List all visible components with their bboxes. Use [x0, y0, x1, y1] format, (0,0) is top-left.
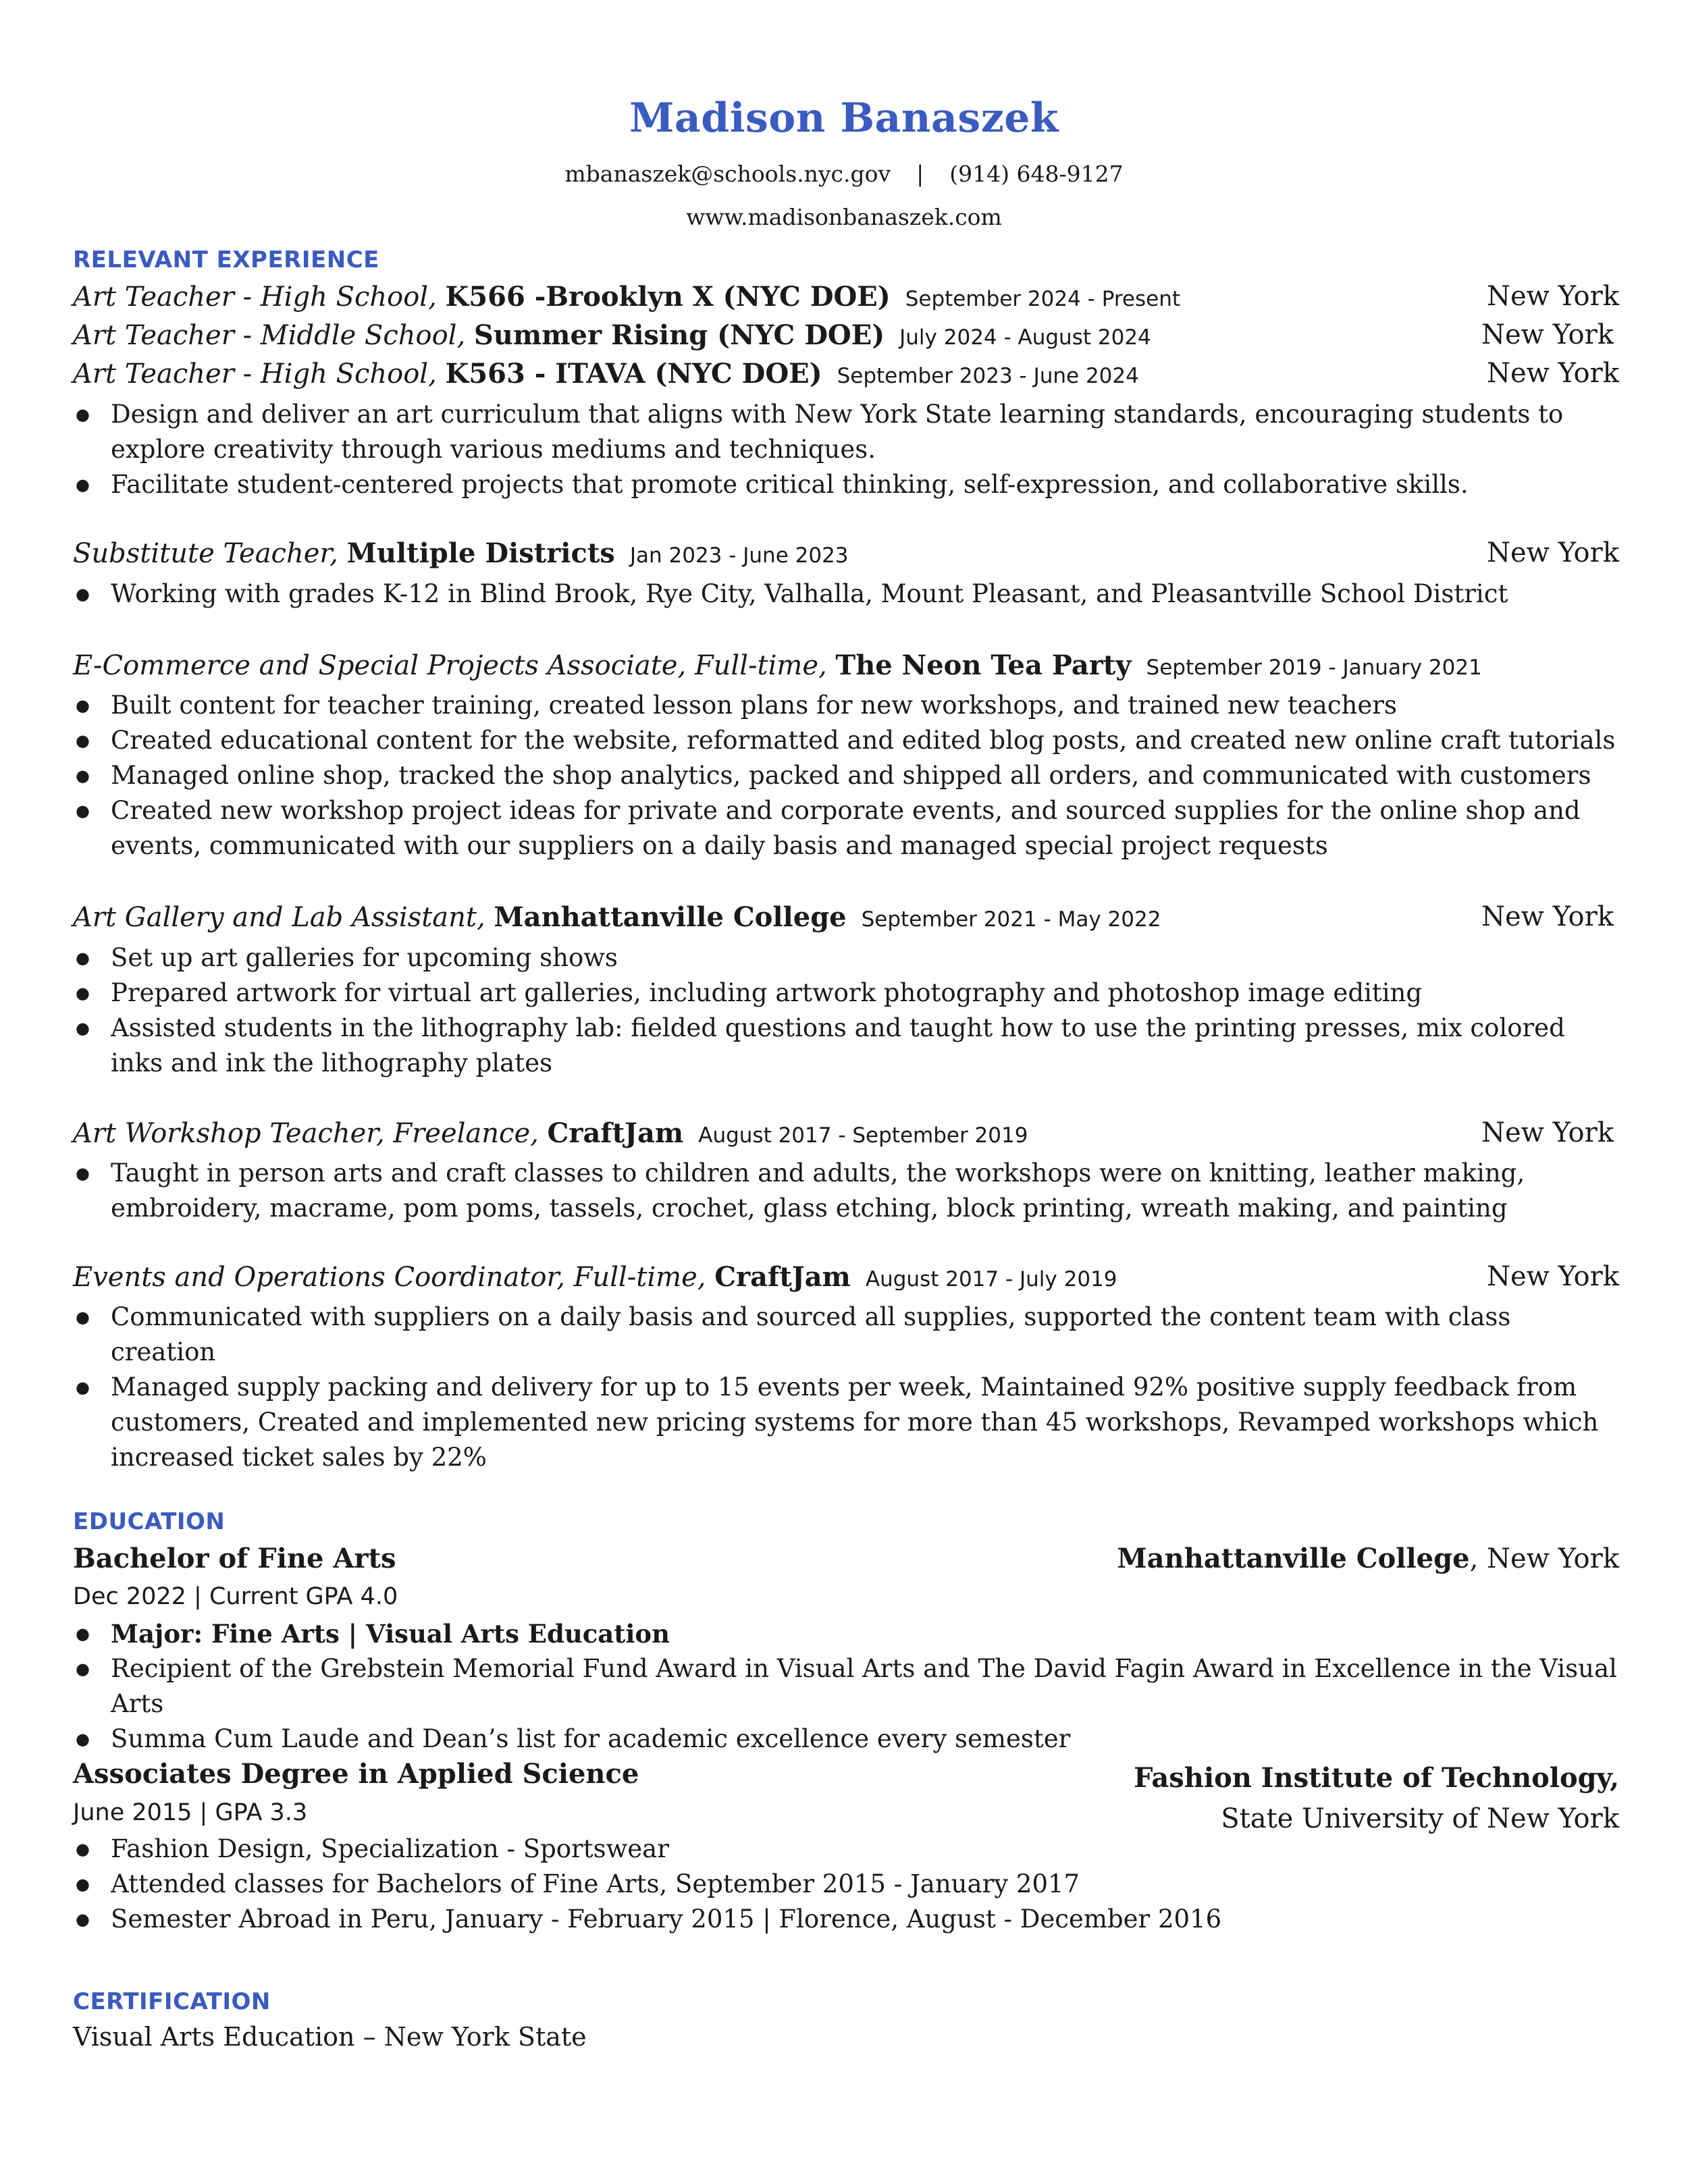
list-item: ● Facilitate student-centered projects that promote critical thinking, self-expression, and collaborative skills.: [73, 467, 1619, 502]
job-dates: September 2023 - June 2024: [837, 364, 1139, 388]
phone-number: (914) 648-9127: [949, 161, 1124, 187]
website-link[interactable]: www.madisonbanaszek.com: [686, 204, 1002, 230]
job-header: [73, 649, 1619, 685]
list-item: ● Fashion Design, Specialization - Sportswear: [73, 1832, 1619, 1867]
list-item: ● Design and deliver an art curriculum that aligns with New York State learning standards, encouraging students to explore creativity through various mediums and techniques.: [73, 397, 1619, 467]
job-location: New York: [1481, 319, 1614, 350]
job-title: Substitute Teacher,: [73, 538, 338, 569]
school-name: [1117, 1543, 1619, 1574]
job-location: New York: [1487, 1261, 1619, 1292]
job-header: [73, 319, 1619, 354]
list-item: ● Prepared artwork for virtual art galleries, including artwork photography and photoshop image editing: [73, 976, 1619, 1011]
bullet-list: [73, 940, 1619, 1081]
list-item: ● Created new workshop project ideas for private and corporate events, and sourced supplies for the online shop and events, communicated with our suppliers on a daily basis and managed special project requests: [73, 793, 1619, 863]
job-location: New York: [1487, 358, 1619, 389]
bullet-list: [73, 1300, 1619, 1475]
job-org: The Neon Tea Party: [835, 649, 1132, 681]
section-heading-certification: CERTIFICATION: [73, 1988, 271, 2015]
job-location: New York: [1481, 1117, 1614, 1148]
list-item: ● Built content for teacher training, created lesson plans for new workshops, and trained new teachers: [73, 688, 1619, 723]
section-heading-experience: RELEVANT EXPERIENCE: [73, 246, 379, 273]
bullet-list: [73, 1156, 1619, 1226]
section-heading-education: EDUCATION: [73, 1508, 226, 1535]
list-item: ● Attended classes for Bachelors of Fine Arts, September 2015 - January 2017: [73, 1867, 1619, 1902]
job-location: New York: [1487, 537, 1619, 568]
list-item: ● Set up art galleries for upcoming shows: [73, 940, 1619, 976]
job-header: [73, 901, 1619, 936]
list-item: ● Summa Cum Laude and Dean’s list for academic excellence every semester: [73, 1722, 1619, 1757]
list-item: ● Managed supply packing and delivery for up to 15 events per week, Maintained 92% positive supply feedback from customers, Created and implemented new pricing systems for more than 45 workshops, Revamped workshops which increased ticket sales by 22%: [73, 1370, 1619, 1475]
job-dates: July 2024 - August 2024: [899, 325, 1151, 350]
job-header: [73, 1261, 1619, 1296]
list-item: ● Communicated with suppliers on a daily basis and sourced all supplies, supported the content team with class creation: [73, 1300, 1619, 1370]
degree-meta: Dec 2022 | Current GPA 4.0: [73, 1583, 398, 1610]
job-title: Art Teacher - High School,: [73, 358, 437, 390]
contact-separator: |: [916, 161, 924, 187]
job-location: New York: [1487, 281, 1619, 312]
degree-title: Associates Degree in Applied Science: [73, 1758, 639, 1790]
list-item: ● Working with grades K-12 in Blind Brook, Rye City, Valhalla, Mount Pleasant, and Pleasantville School District: [73, 577, 1619, 612]
job-header: [73, 537, 1619, 572]
school-name-bold: Manhattanville College: [1117, 1543, 1470, 1574]
job-org: K566 -Brooklyn X (NYC DOE): [445, 281, 891, 313]
school-name-comma: ,: [1610, 1762, 1619, 1794]
job-dates: September 2019 - January 2021: [1146, 656, 1482, 680]
job-title: Events and Operations Coordinator, Full-time,: [73, 1262, 706, 1293]
contact-line: [0, 161, 1688, 187]
job-title: Art Teacher - High School,: [73, 282, 437, 313]
job-header: [73, 1117, 1619, 1152]
list-item: ● Assisted students in the lithography lab: fielded questions and taught how to use the printing presses, mix colored inks and ink the lithography plates: [73, 1011, 1619, 1081]
job-header: [73, 281, 1619, 316]
job-org: Multiple Districts: [346, 537, 615, 569]
school-location: , New York: [1469, 1543, 1619, 1574]
list-item: ● Managed online shop, tracked the shop analytics, packed and shipped all orders, and communicated with customers: [73, 758, 1619, 793]
candidate-name: Madison Banaszek: [629, 95, 1059, 142]
bullet-list: [73, 688, 1619, 863]
job-org: Summer Rising (NYC DOE): [473, 319, 885, 351]
job-dates: August 2017 - September 2019: [698, 1123, 1028, 1148]
email-link[interactable]: mbanaszek@schools.nyc.gov: [564, 161, 891, 187]
job-title: Art Teacher - Middle School,: [73, 320, 466, 351]
list-item: ● Taught in person arts and craft classes to children and adults, the workshops were on knitting, leather making, embroidery, macrame, pom poms, tassels, crochet, glass etching, block printing, wreath making, and painting: [73, 1156, 1619, 1226]
job-org: CraftJam: [547, 1117, 684, 1149]
job-org: CraftJam: [714, 1261, 851, 1293]
degree-meta: June 2015 | GPA 3.3: [73, 1799, 308, 1826]
bullet-list: [73, 1832, 1619, 1937]
school-affiliation: State University of New York: [1221, 1803, 1619, 1834]
job-title: Art Workshop Teacher, Freelance,: [73, 1118, 539, 1149]
bullet-list: [73, 577, 1619, 612]
list-item: ● Semester Abroad in Peru, January - February 2015 | Florence, August - December 2016: [73, 1902, 1619, 1937]
job-header: [73, 358, 1619, 393]
job-org: Manhattanville College: [494, 901, 847, 933]
job-location: New York: [1481, 901, 1614, 932]
job-title: E-Commerce and Special Projects Associate, Full-time,: [73, 650, 827, 681]
certification-text: Visual Arts Education – New York State: [73, 2022, 587, 2052]
job-dates: September 2021 - May 2022: [861, 907, 1161, 932]
list-item: ● Major: Fine Arts | Visual Arts Education: [73, 1616, 1619, 1651]
job-dates: September 2024 - Present: [905, 287, 1181, 311]
bullet-list: [73, 1616, 1619, 1757]
degree-title: Bachelor of Fine Arts: [73, 1543, 396, 1574]
job-dates: Jan 2023 - June 2023: [629, 543, 849, 568]
job-org: K563 - ITAVA (NYC DOE): [445, 358, 822, 390]
list-item: ● Created educational content for the website, reformatted and edited blog posts, and created new online craft tutorials: [73, 723, 1619, 758]
bullet-list: [73, 397, 1619, 502]
job-title: Art Gallery and Lab Assistant,: [73, 902, 485, 933]
list-item: ● Recipient of the Grebstein Memorial Fund Award in Visual Arts and The David Fagin Award in Excellence in the Visual Arts: [73, 1651, 1619, 1722]
job-dates: August 2017 - July 2019: [865, 1267, 1117, 1291]
school-name-bold: Fashion Institute of Technology: [1134, 1762, 1610, 1794]
school-name: [1134, 1758, 1619, 1839]
